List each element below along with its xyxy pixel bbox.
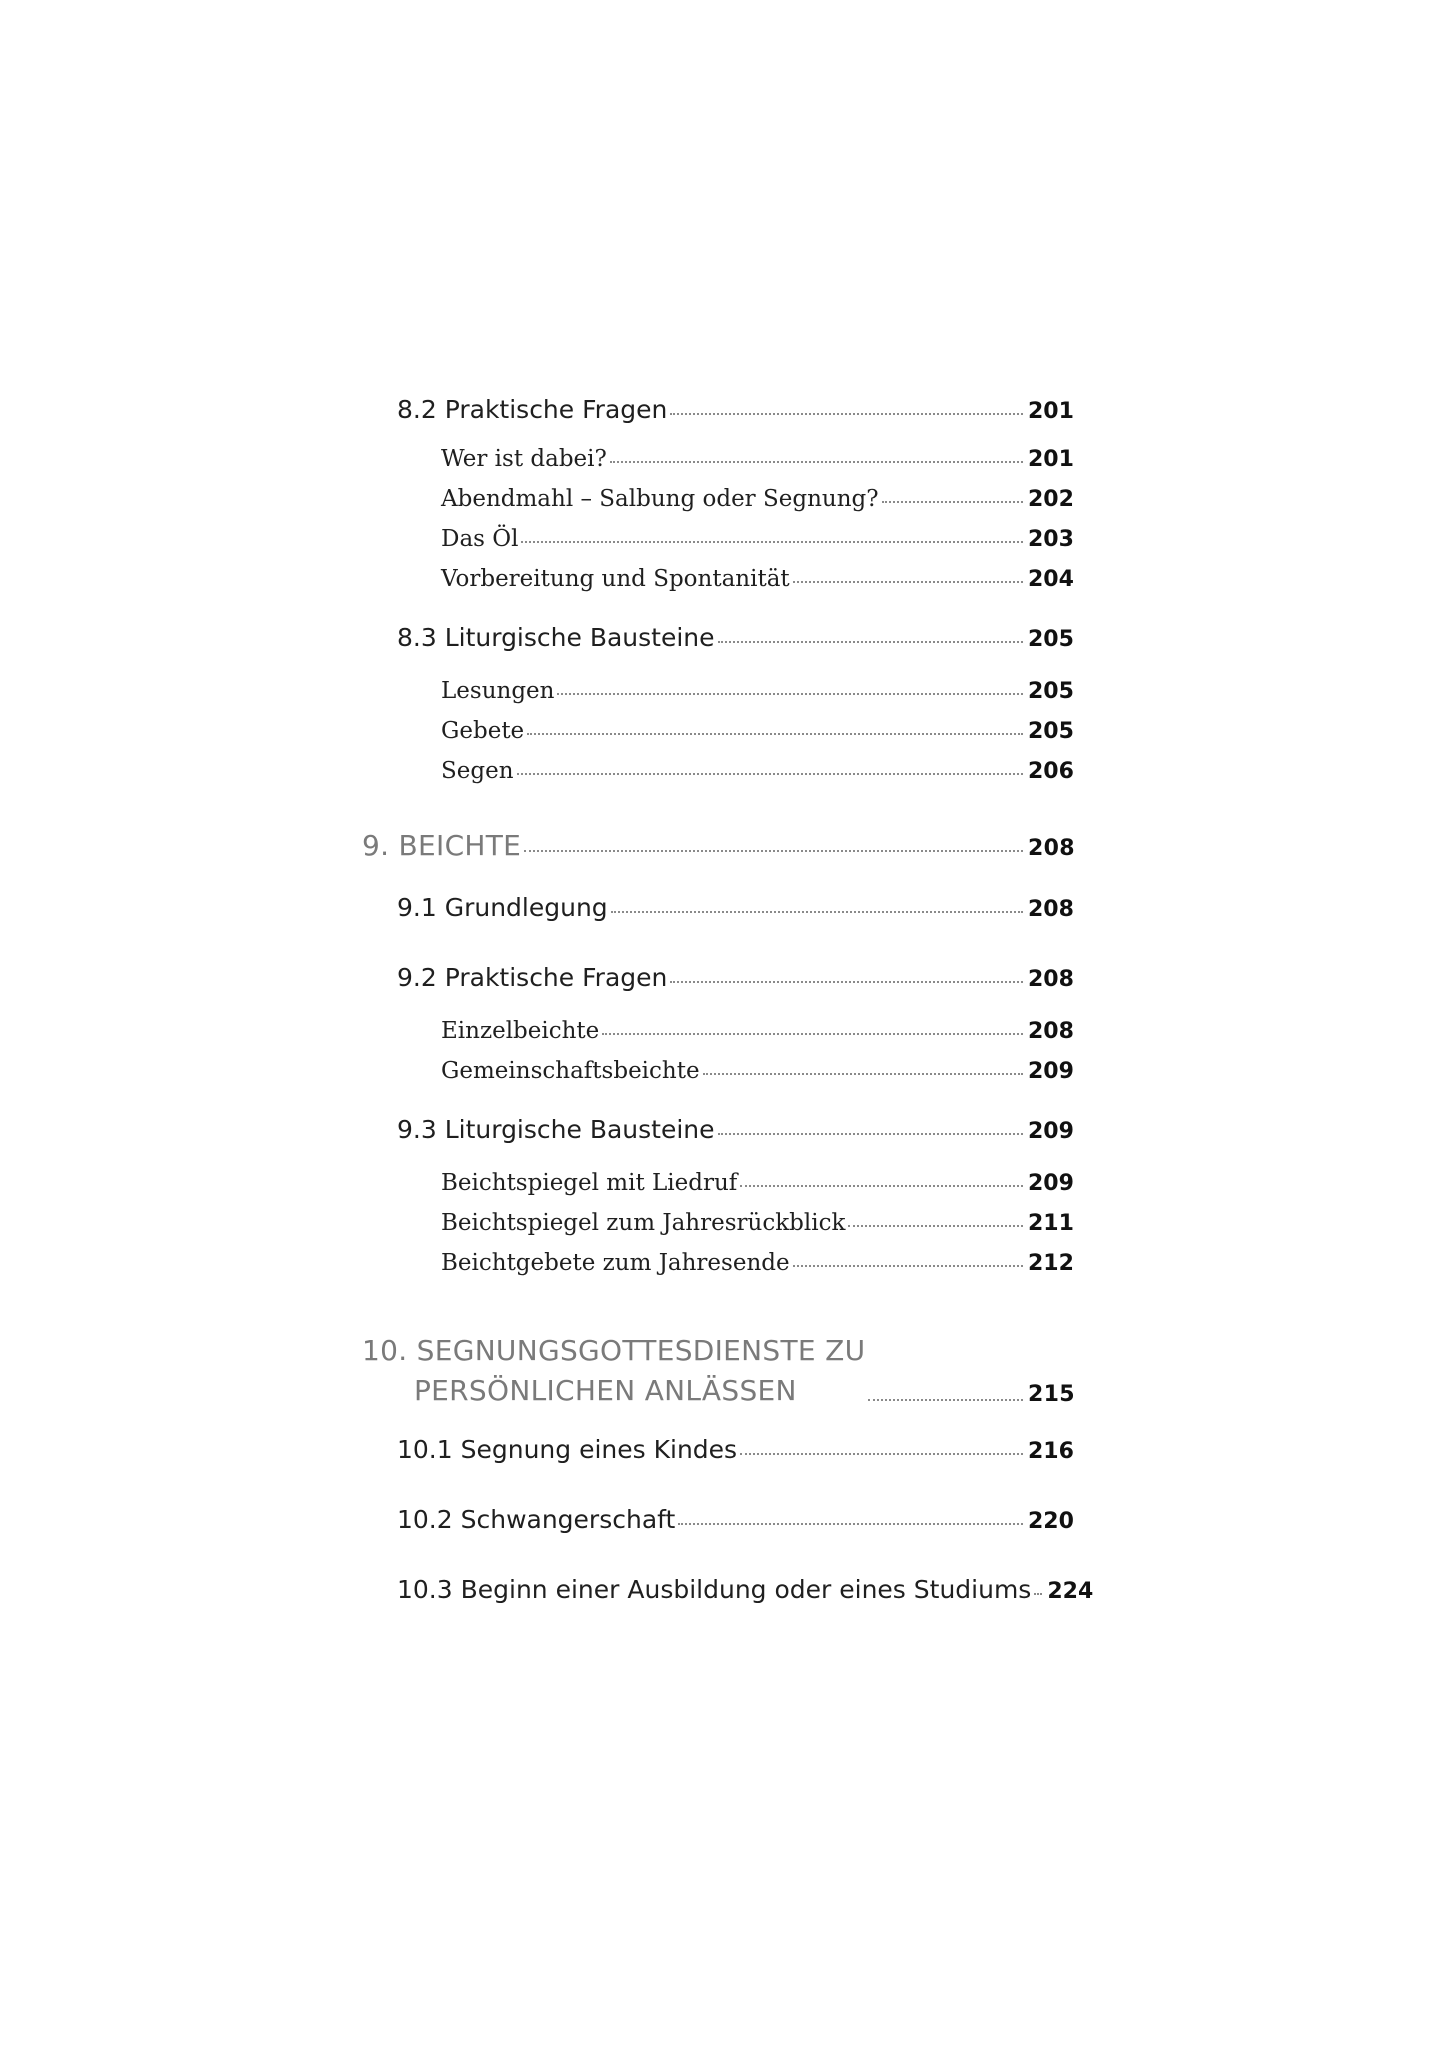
leader-dots xyxy=(670,413,1023,415)
leader-dots xyxy=(517,773,1023,775)
toc-entry-gebete xyxy=(362,711,1072,751)
toc-entry-gemeinschaftsbeichte xyxy=(362,1051,1072,1091)
toc-page-number: 205 xyxy=(1028,679,1074,704)
toc-entry-das-oel xyxy=(362,519,1072,559)
toc-entry-title: Einzelbeichte xyxy=(441,1018,600,1044)
toc-entry-wer-ist-dabei xyxy=(362,439,1072,479)
toc-entry-abendmahl xyxy=(362,479,1072,519)
toc-chapter-title xyxy=(362,1331,865,1411)
toc-page-number: 204 xyxy=(1028,567,1074,592)
toc-page-number: 209 xyxy=(1028,1119,1074,1144)
toc-entry-title: Beichtspiegel zum Jahresrückblick xyxy=(441,1210,846,1236)
leader-dots xyxy=(793,1265,1023,1267)
toc-page-number: 209 xyxy=(1028,1171,1074,1196)
toc-entry-title: Gemeinschaftsbeichte xyxy=(441,1058,700,1084)
toc-entry-title: Gebete xyxy=(441,718,525,744)
toc-page-number: 201 xyxy=(1028,447,1074,472)
toc-entry-8-2 xyxy=(362,395,1072,439)
toc-page-number: 203 xyxy=(1028,527,1074,552)
toc-page-number: 202 xyxy=(1028,487,1074,512)
toc-page-number: 208 xyxy=(1028,967,1074,992)
toc-page-number: 205 xyxy=(1028,627,1074,652)
toc-page-number: 208 xyxy=(1028,836,1075,861)
toc-page-number: 220 xyxy=(1028,1509,1074,1534)
toc-entry-9-1 xyxy=(362,893,1072,941)
toc-page-number: 201 xyxy=(1028,399,1074,424)
toc-entry-title: Segen xyxy=(441,758,514,784)
toc-page-number: 216 xyxy=(1028,1439,1074,1464)
toc-entry-10-3 xyxy=(362,1575,1094,1623)
leader-dots xyxy=(718,1133,1023,1135)
toc-entry-title: Wer ist dabei? xyxy=(441,446,607,472)
leader-dots xyxy=(611,911,1023,913)
toc-entry-title: 9.2 Praktische Fragen xyxy=(397,963,668,992)
leader-dots xyxy=(848,1225,1023,1227)
toc-entry-beichtspiegel-jahresrueckblick xyxy=(362,1203,1072,1243)
toc-page-number: 205 xyxy=(1028,719,1074,744)
leader-dots xyxy=(524,850,1023,852)
toc-chapter-title-line2: PERSÖNLICHEN ANLÄSSEN xyxy=(414,1374,797,1407)
toc-chapter-title-line1: 10. SEGNUNGSGOTTESDIENSTE ZU xyxy=(362,1334,866,1367)
toc-chapter-10 xyxy=(362,1331,1075,1411)
toc-entry-10-1 xyxy=(362,1435,1072,1483)
toc-page-number: 206 xyxy=(1028,759,1074,784)
toc-page-number: 211 xyxy=(1028,1211,1074,1236)
leader-dots xyxy=(740,1185,1023,1187)
leader-dots xyxy=(678,1523,1023,1525)
table-of-contents xyxy=(362,395,1094,1623)
leader-dots xyxy=(882,501,1023,503)
toc-entry-lesungen xyxy=(362,671,1072,711)
toc-entry-10-2 xyxy=(362,1505,1072,1553)
toc-entry-title: 9.1 Grundlegung xyxy=(397,893,608,922)
toc-page-number: 212 xyxy=(1028,1251,1074,1276)
toc-page-number: 208 xyxy=(1028,1019,1074,1044)
toc-entry-title: 9.3 Liturgische Bausteine xyxy=(397,1115,715,1144)
leader-dots xyxy=(718,641,1023,643)
leader-dots xyxy=(521,541,1023,543)
toc-entry-title: Beichtgebete zum Jahresende xyxy=(441,1250,790,1276)
toc-page-number: 208 xyxy=(1028,897,1074,922)
leader-dots xyxy=(793,581,1023,583)
leader-dots xyxy=(703,1073,1023,1075)
leader-dots xyxy=(1034,1593,1042,1595)
leader-dots xyxy=(670,981,1023,983)
toc-entry-einzelbeichte xyxy=(362,1011,1072,1051)
toc-entry-beichtspiegel-liedruf xyxy=(362,1163,1072,1203)
toc-entry-title: Beichtspiegel mit Liedruf xyxy=(441,1170,738,1196)
leader-dots xyxy=(740,1453,1023,1455)
toc-chapter-title: 9. BEICHTE xyxy=(362,829,522,862)
toc-chapter-9 xyxy=(362,829,1075,877)
toc-entry-8-3 xyxy=(362,623,1072,671)
toc-entry-9-3 xyxy=(362,1115,1072,1163)
toc-entry-title: 10.1 Segnung eines Kindes xyxy=(397,1435,738,1464)
leader-dots xyxy=(557,693,1023,695)
toc-entry-title: Das Öl xyxy=(441,526,519,552)
toc-entry-title: 8.3 Liturgische Bausteine xyxy=(397,623,715,652)
toc-entry-9-2 xyxy=(362,963,1072,1011)
toc-entry-title: 10.3 Beginn einer Ausbildung oder eines Studiums xyxy=(397,1575,1032,1604)
leader-dots xyxy=(527,733,1023,735)
toc-page-number: 215 xyxy=(1028,1382,1075,1407)
toc-entry-title: Vorbereitung und Spontanität xyxy=(441,566,790,592)
toc-entry-title: 8.2 Praktische Fragen xyxy=(397,395,668,424)
leader-dots xyxy=(868,1399,1023,1401)
leader-dots xyxy=(610,461,1023,463)
toc-entry-beichtgebete xyxy=(362,1243,1072,1283)
toc-entry-vorbereitung xyxy=(362,559,1072,599)
toc-entry-title: 10.2 Schwangerschaft xyxy=(397,1505,676,1534)
leader-dots xyxy=(602,1033,1023,1035)
toc-page-number: 224 xyxy=(1047,1579,1094,1604)
toc-entry-title: Abendmahl – Salbung oder Segnung? xyxy=(441,486,879,512)
toc-entry-title: Lesungen xyxy=(441,678,555,704)
toc-entry-segen xyxy=(362,751,1072,791)
toc-page-number: 209 xyxy=(1028,1059,1074,1084)
